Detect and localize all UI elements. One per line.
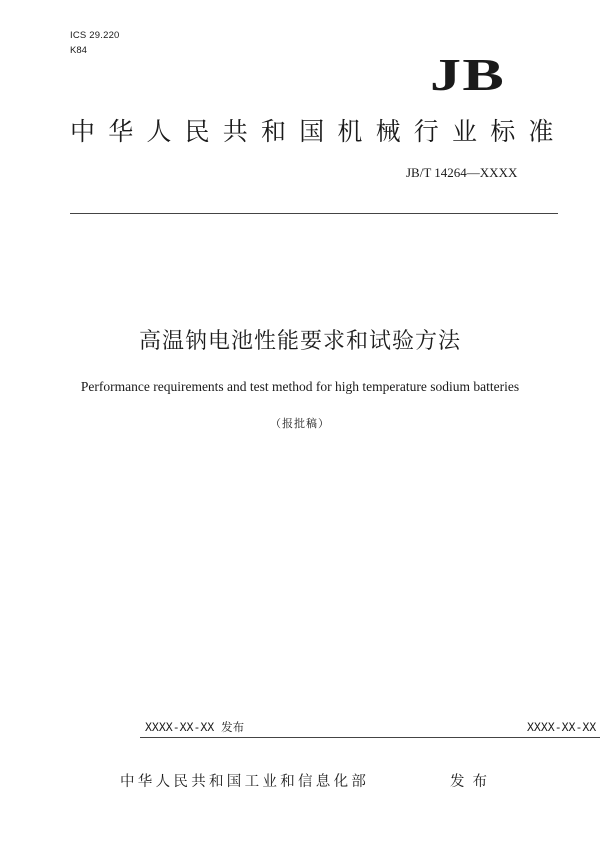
publish-label: 发布 (450, 774, 495, 790)
header-divider (70, 213, 558, 214)
ics-code: ICS 29.220 (70, 30, 120, 41)
classification-code: K84 (70, 45, 87, 56)
footer-divider (140, 737, 600, 738)
issue-date: XXXX-XX-XX 发布 (145, 720, 245, 734)
issuing-authority: 中华人民共和国工业和信息化部 (120, 774, 370, 790)
standard-organization: 中华人民共和国机械行业标准 (70, 117, 567, 146)
title-chinese: 高温钠电池性能要求和试验方法 (138, 329, 461, 354)
standard-number: JB/T 14264—XXXX (406, 165, 518, 180)
implement-date: XXXX-XX-XX (527, 720, 597, 734)
jb-logo: JB (430, 49, 506, 100)
title-english: Performance requirements and test method for high temperature sodium batteries (80, 379, 520, 394)
draft-status: （报批稿） (270, 417, 330, 430)
